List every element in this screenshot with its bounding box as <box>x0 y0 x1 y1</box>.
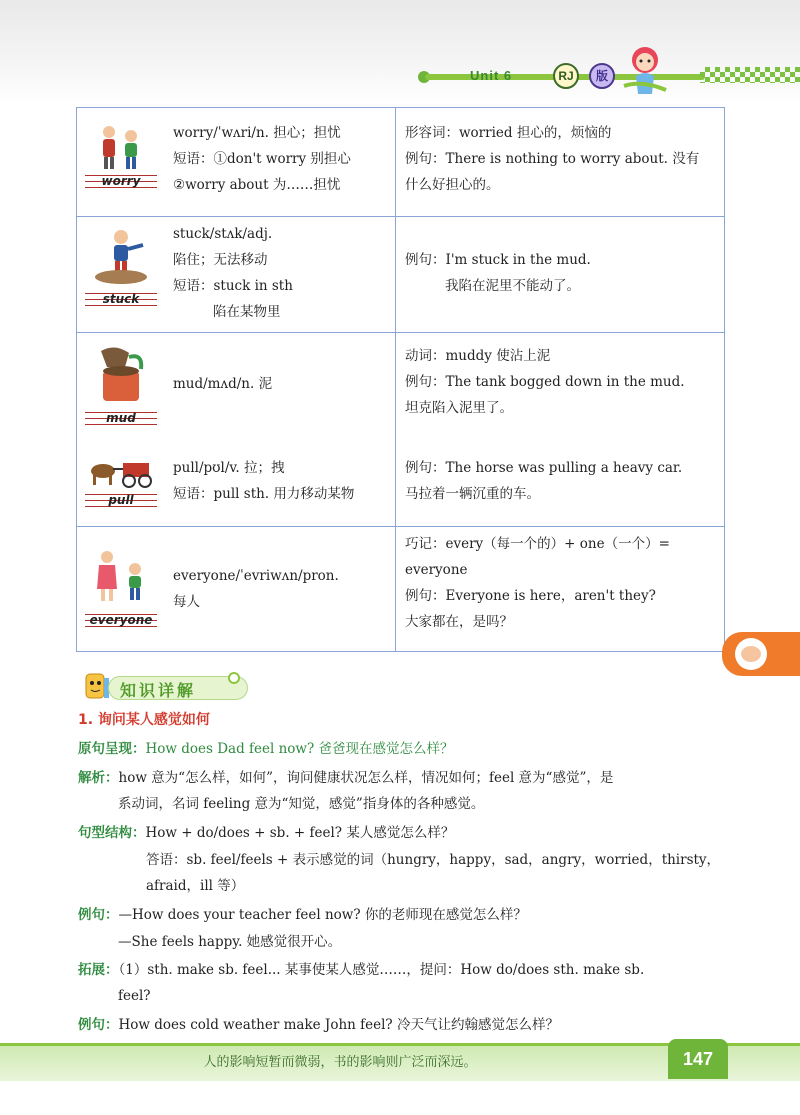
analysis-text: how 意为“怎么样，如何”，询问健康状况怎么样，情况如何；feel 意为“感觉”，是 <box>118 770 614 786</box>
item-heading: 1. 询问某人感觉如何 <box>78 712 210 728</box>
worry-picture-icon <box>85 122 157 172</box>
everyone-picture-icon <box>85 549 157 605</box>
pic-label: worry <box>101 174 141 188</box>
pic-label: mud <box>106 411 136 425</box>
usage-entry <box>405 343 685 421</box>
unit-label: Unit 6 <box>470 68 513 83</box>
analysis-label: 解析： <box>78 770 119 786</box>
table-row <box>77 108 724 217</box>
example-line <box>78 902 527 928</box>
meaning-line: 陷住；无法移动 <box>173 252 268 268</box>
usage-line: 例句：The horse was pulling a heavy car. <box>405 460 683 476</box>
analysis-line: 系动词，名词 feeling 意为“知觉，感觉”指身体的各种感觉。 <box>118 796 485 812</box>
example-label: 例句： <box>78 907 119 923</box>
word-line: stuck/stʌk/adj. <box>173 226 273 242</box>
footer-quote: 人的影响短暂而微弱，书的影响则广泛而深远。 <box>203 1055 477 1070</box>
page-header <box>0 0 800 105</box>
analysis-line <box>78 765 613 791</box>
example-answer: —She feels happy. 她感觉很开心。 <box>118 934 342 950</box>
pic-label: stuck <box>102 292 140 306</box>
cartoon-face-icon <box>735 638 767 670</box>
usage-line: 例句：There is nothing to worry about. 没有 <box>405 151 700 167</box>
word-entry <box>173 120 351 198</box>
edition-badge: 版 <box>589 63 615 89</box>
answer-line: afraid，ill 等） <box>146 878 245 894</box>
answer-line: 答语：sb. feel/feels + 表示感觉的词（hungry，happy，sad，angry，worried，thirsty， <box>146 852 721 868</box>
usage-line: 什么好担心的。 <box>405 177 500 193</box>
word-entry <box>173 371 272 397</box>
phrase-line: 短语：stuck in sth <box>173 278 293 294</box>
usage-entry <box>405 531 670 635</box>
table-row <box>77 527 724 651</box>
usage-line: 巧记：every（每一个的）+ one（一个）= <box>405 536 670 552</box>
word-entry <box>173 563 339 615</box>
table-row <box>77 333 724 527</box>
pic-label: everyone <box>89 613 153 627</box>
usage-line: 例句：Everyone is here，aren't they? <box>405 588 656 604</box>
example-question: —How does your teacher feel now? 你的老师现在感觉怎么样？ <box>118 907 527 923</box>
banner-dot <box>228 672 240 684</box>
structure-label: 句型结构： <box>78 825 146 841</box>
phrase-line: 陷在某物里 <box>213 304 281 320</box>
word-line: everyone/ˈevriwʌn/pron. <box>173 568 339 584</box>
word-entry <box>173 455 354 507</box>
mud-picture-icon <box>85 343 157 405</box>
usage-line: 形容词：worried 担心的，烦恼的 <box>405 125 612 141</box>
extend-text: （1）sth. make sb. feel... 某事使某人感觉……，提问：How do/does sth. make sb. <box>118 962 645 978</box>
word-line: pull/pʊl/v. 拉；拽 <box>173 460 285 476</box>
usage-line: 例句：I'm stuck in the mud. <box>405 252 591 268</box>
word-entry <box>173 221 293 325</box>
original-label: 原句呈现： <box>78 741 146 757</box>
table-row <box>77 217 724 333</box>
original-text: How does Dad feel now? 爸爸现在感觉怎么样？ <box>145 741 454 757</box>
usage-line: 例句：The tank bogged down in the mud. <box>405 374 685 390</box>
stuck-picture-icon <box>85 227 157 287</box>
page-number: 147 <box>668 1039 728 1079</box>
rj-badge: RJ <box>553 63 579 89</box>
word-line: worry/ˈwʌri/n. 担心；担忧 <box>173 125 341 141</box>
phrase-line: 短语：①don't worry 别担心 <box>173 151 351 167</box>
extend-label: 拓展： <box>78 962 119 978</box>
section-title: 知识详解 <box>120 681 197 700</box>
usage-line: 马拉着一辆沉重的车。 <box>405 486 540 502</box>
example2-line <box>78 1012 559 1038</box>
vocabulary-table <box>76 107 725 652</box>
original-sentence <box>78 736 454 762</box>
usage-entry <box>405 455 682 507</box>
usage-entry <box>405 247 591 299</box>
example2-label: 例句： <box>78 1017 119 1033</box>
section-banner <box>78 668 250 704</box>
pic-label: pull <box>108 493 134 507</box>
phrase-line: 短语：pull sth. 用力移动某物 <box>173 486 355 502</box>
pull-picture-icon <box>85 455 157 489</box>
usage-entry <box>405 120 699 198</box>
usage-line: 动词：muddy 使沾上泥 <box>405 348 551 364</box>
checker-pattern <box>700 67 800 83</box>
phrase-line: ②worry about 为……担忧 <box>173 177 341 193</box>
meaning-line: 每人 <box>173 594 200 610</box>
cartoon-girl-icon <box>622 42 668 98</box>
extend-line <box>78 957 644 983</box>
extend-line: feel? <box>118 988 151 1004</box>
structure-text: How + do/does + sb. + feel? 某人感觉怎么样？ <box>145 825 455 841</box>
example2-text: How does cold weather make John feel? 冷天气让约翰感觉怎么样？ <box>118 1017 559 1033</box>
word-line: mud/mʌd/n. 泥 <box>173 376 273 392</box>
usage-line: 坦克陷入泥里了。 <box>405 400 513 416</box>
structure-line <box>78 820 454 846</box>
usage-line: 我陷在泥里不能动了。 <box>445 278 580 294</box>
usage-line: everyone <box>405 562 468 578</box>
usage-line: 大家都在，是吗？ <box>405 614 513 630</box>
